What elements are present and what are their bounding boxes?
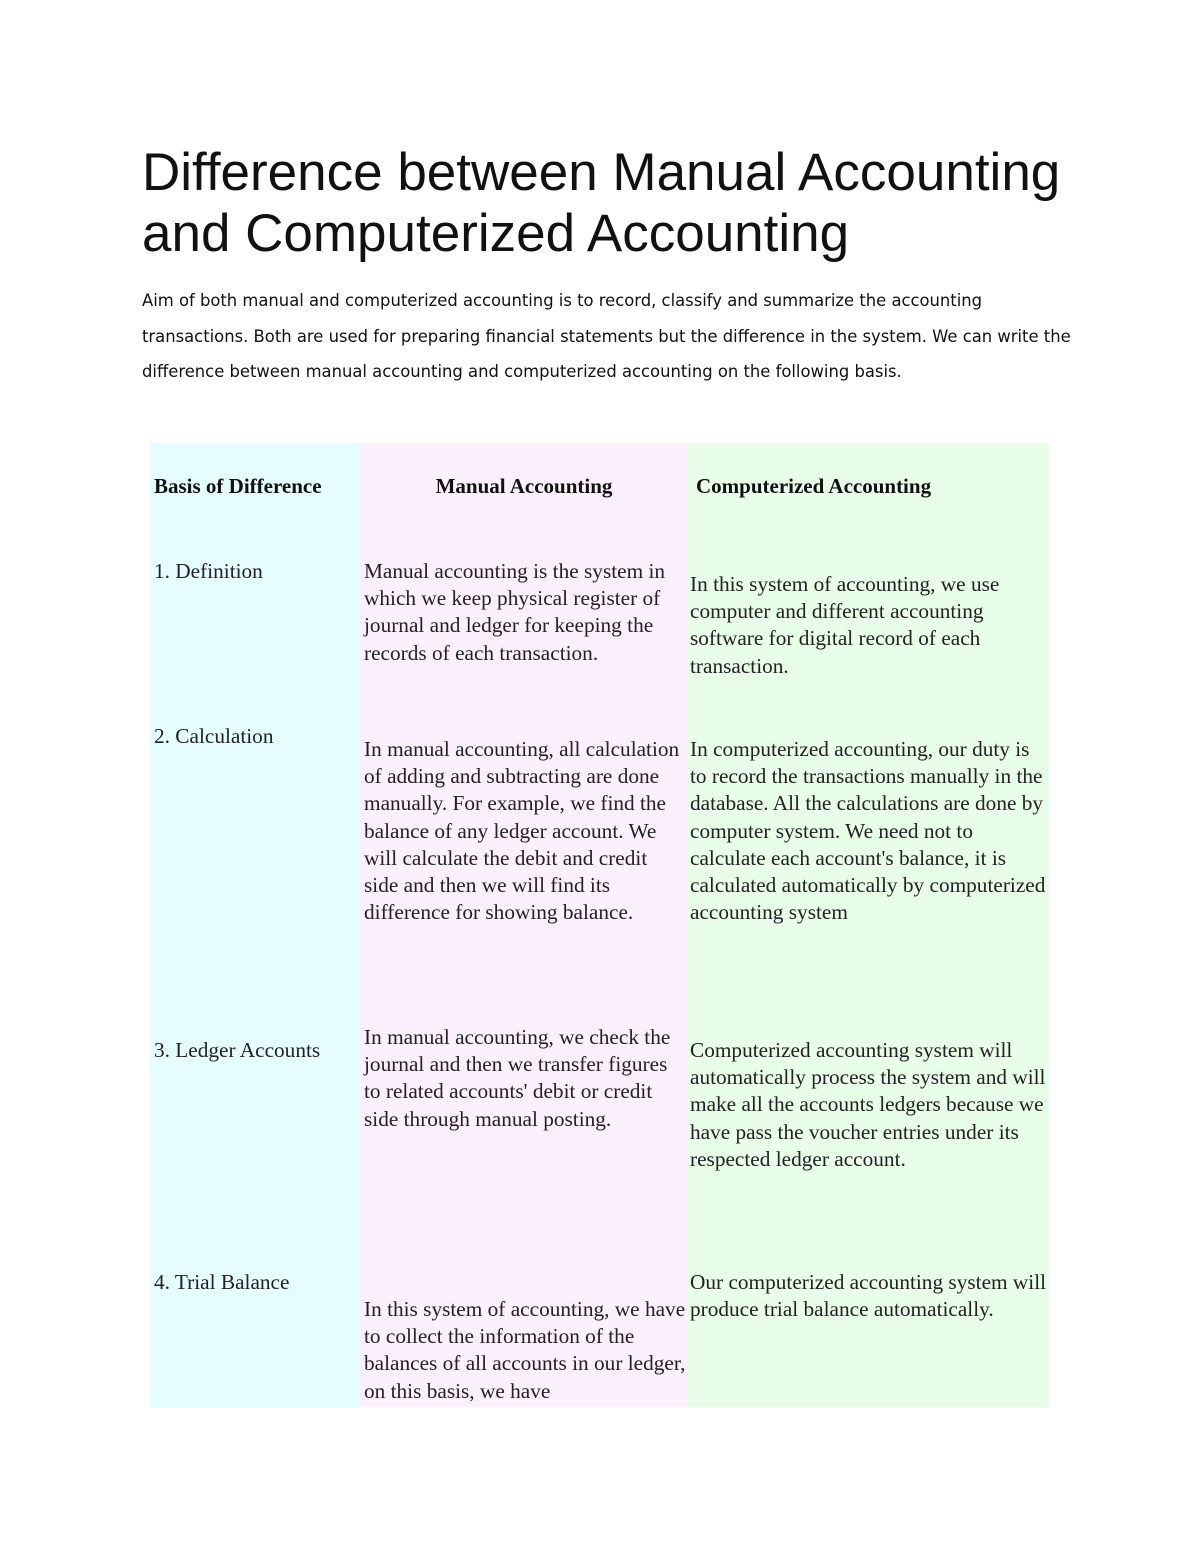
row-1-basis: 1. Definition [154,559,263,583]
header-basis: Basis of Difference [154,474,322,498]
document-title: Difference between Manual Accounting and Computerized Accounting [142,143,1061,263]
row-4-manual: In this system of accounting, we have to collect the information of the balances of all accounts in our ledger, on this basis, we have [364,1297,686,1403]
header-manual: Manual Accounting [435,474,613,498]
row-4-computerized: Our computerized accounting system will produce trial balance automatically. [690,1270,1047,1322]
row-3-computerized: Computerized accounting system will automatically process the system and will make all the accounts ledgers because we have pass the voucher entries under its respected ledger account. [690,1038,1046,1171]
row-3-manual: In manual accounting, we check the journal and then we transfer figures to related accounts' debit or credit side through manual posting. [364,1025,671,1131]
row-3-basis: 3. Ledger Accounts [154,1038,321,1062]
row-1-computerized: In this system of accounting, we use computer and different accounting software for digital record of each transaction. [690,572,1000,678]
row-2-computerized: In computerized accounting, our duty is to record the transactions manually in the database. All the calculations are done by computer system. We need not to calculate each account's balance, it is calculated automatically by computerized accounting system [690,737,1046,925]
comparison-table [150,443,1049,1407]
row-2-basis: 2. Calculation [154,724,274,748]
manual-column [360,443,688,1407]
intro-paragraph: Aim of both manual and computerized accounting is to record, classify and summarize the accounting transactions. Both are used for preparing financial statements but the difference in the system. We can write the difference between manual accounting and computerized accounting on the following basis. [142,291,1071,381]
row-2-manual: In manual accounting, all calculation of adding and subtracting are done manually. For example, we find the balance of any ledger account. We will calculate the debit and credit side and then we will find its difference for showing balance. [364,737,680,925]
row-1-manual: Manual accounting is the system in which we keep physical register of journal and ledger for keeping the records of each transaction. [364,559,666,665]
computerized-column [688,443,1049,1407]
header-computerized: Computerized Accounting [696,474,932,498]
basis-column [150,443,360,1407]
row-4-basis: 4. Trial Balance [154,1270,290,1294]
